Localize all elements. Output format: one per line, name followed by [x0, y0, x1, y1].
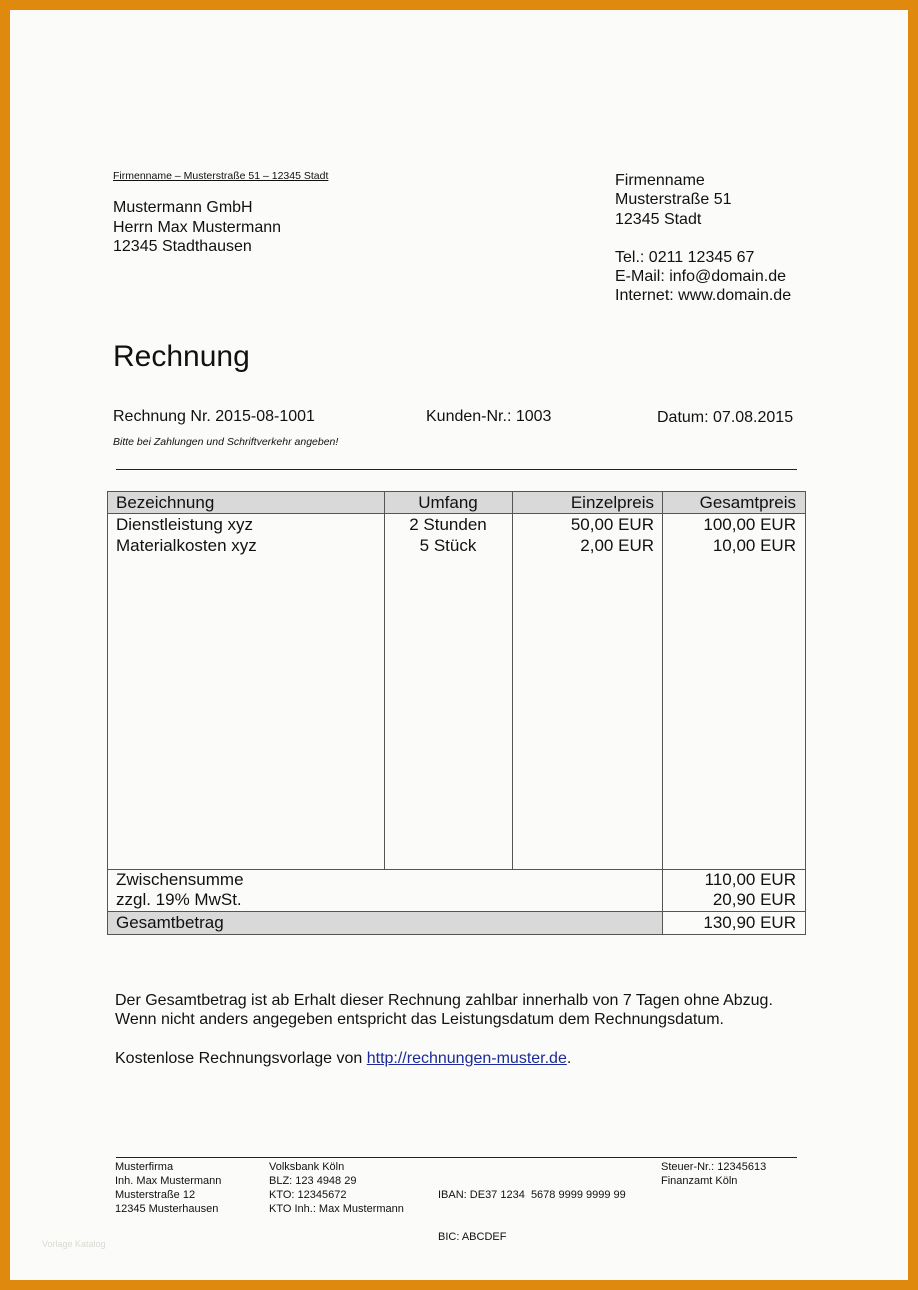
footer-line: Volksbank Köln — [269, 1161, 345, 1173]
sender-return-address: Firmenname – Musterstraße 51 – 12345 Stadt — [113, 170, 329, 182]
company-email: E-Mail: info@domain.de — [615, 268, 786, 286]
footer-line: Finanzamt Köln — [661, 1175, 738, 1187]
table-row-2-unit-price: 2,00 EUR — [580, 536, 654, 555]
header-einzelpreis: Einzelpreis — [570, 493, 654, 512]
footer-line: Musterfirma — [115, 1161, 174, 1173]
company-info — [615, 171, 791, 306]
subtotal-label: Zwischensumme — [116, 870, 244, 889]
footer-line: BLZ: 123 4948 29 — [269, 1175, 357, 1187]
footer-line: Steuer-Nr.: 12345613 — [661, 1161, 767, 1173]
footer-line: 12345 Musterhausen — [115, 1203, 219, 1215]
column-divider — [662, 492, 663, 934]
table-row-2-total: 10,00 EUR — [712, 536, 796, 555]
recipient-person: Herrn Max Mustermann — [113, 218, 282, 236]
recipient-address — [113, 198, 281, 257]
footer-line: IBAN: DE37 1234 5678 9999 9999 99 — [438, 1189, 626, 1201]
footer-line: KTO: 12345672 — [269, 1189, 347, 1201]
footer-bank — [269, 1160, 404, 1216]
payment-terms — [115, 991, 775, 1068]
table-row-2-quantity: 5 Stück — [419, 536, 477, 555]
table-row-2-description: Materialkosten xyz — [116, 536, 257, 555]
template-link[interactable]: http://rechnungen-muster.de — [366, 1049, 567, 1067]
subtotal-value: 110,00 EUR — [704, 870, 796, 889]
footer-company — [115, 1160, 221, 1216]
invoice-table — [107, 491, 806, 935]
footer-divider — [116, 1157, 797, 1158]
table-row-1-total: 100,00 EUR — [703, 515, 796, 534]
table-row-1-unit-price: 50,00 EUR — [570, 515, 654, 534]
page-title: Rechnung — [113, 340, 250, 373]
footer-line: Musterstraße 12 — [115, 1189, 196, 1201]
reference-hint: Bitte bei Zahlungen und Schriftverkehr angeben! — [113, 436, 339, 448]
company-website: Internet: www.domain.de — [615, 287, 792, 305]
divider — [116, 469, 797, 470]
footer-tax — [661, 1160, 766, 1188]
recipient-city: 12345 Stadthausen — [113, 238, 252, 255]
company-name: Firmenname — [615, 172, 705, 189]
recipient-company: Mustermann GmbH — [113, 199, 253, 216]
invoice-page — [10, 10, 908, 1280]
invoice-number: Rechnung Nr. 2015-08-1001 — [113, 408, 315, 425]
template-credit-suffix: . — [566, 1049, 572, 1067]
invoice-date: Datum: 07.08.2015 — [657, 409, 794, 426]
total-label: Gesamtbetrag — [116, 913, 224, 932]
payment-terms-text: Der Gesamtbetrag ist ab Erhalt dieser Rechnung zahlbar innerhalb von 7 Tagen ohne Abzug. — [115, 992, 773, 1009]
footer-iban — [438, 1160, 626, 1272]
company-phone: Tel.: 0211 12345 67 — [615, 248, 755, 266]
company-city: 12345 Stadt — [615, 210, 702, 228]
vat-label: zzgl. 19% MwSt. — [116, 890, 242, 909]
header-umfang: Umfang — [418, 493, 478, 512]
footer-line: BIC: ABCDEF — [438, 1231, 507, 1243]
header-gesamtpreis: Gesamtpreis — [699, 493, 796, 512]
template-credit-prefix: Kostenlose Rechnungsvorlage von — [115, 1049, 367, 1067]
total-row — [108, 911, 805, 934]
template-credit — [115, 1049, 775, 1068]
watermark: Vorlage Katalog — [42, 1239, 106, 1249]
table-row-1-quantity: 2 Stunden — [409, 515, 487, 534]
table-row-1-description: Dienstleistung xyz — [116, 515, 254, 534]
total-value: 130,90 EUR — [703, 913, 796, 932]
company-street: Musterstraße 51 — [615, 191, 732, 209]
footer-line: KTO Inh.: Max Mustermann — [269, 1203, 404, 1215]
header-bezeichnung: Bezeichnung — [116, 493, 215, 512]
vat-value: 20,90 EUR — [712, 890, 796, 909]
customer-number: Kunden-Nr.: 1003 — [426, 408, 552, 425]
service-date-text: Wenn nicht anders angegeben entspricht das Leistungsdatum dem Rechnungsdatum. — [115, 1011, 724, 1029]
footer-line: Inh. Max Mustermann — [115, 1175, 222, 1187]
